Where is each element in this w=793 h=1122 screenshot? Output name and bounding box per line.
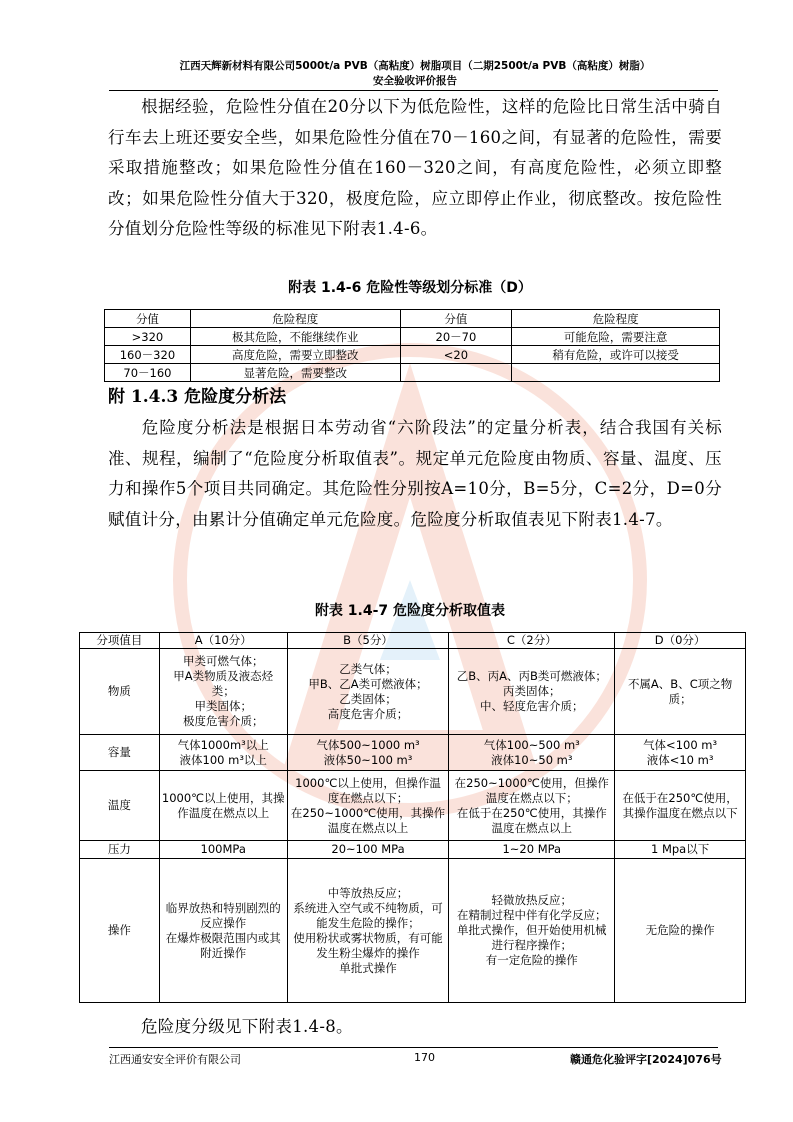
table-cell: >320 [105,328,191,346]
table-cell [449,735,615,771]
cell-line: 液体50~100 m³ [323,752,413,767]
column-header: A（10分） [159,633,287,649]
cell-line: 气体500~1000 m³ [316,737,420,752]
table-cell [615,859,746,1003]
cell-line: 单批式操作，但开始使用机械进行程序操作； [457,923,607,952]
table-row [80,859,746,1003]
table-row [80,649,746,735]
cell-line: 液体10~50 m³ [491,752,573,767]
hazard-analysis-table [79,632,746,1003]
header-subtitle: 安全验收评价报告 [373,75,457,87]
table-cell: 高度危险，需要立即整改 [190,346,400,364]
cell-line: 100MPa [200,842,246,856]
table-row [105,364,720,382]
column-header: 危险程度 [190,310,400,328]
cell-line: 在精制过程中伴有化学反应； [457,908,607,922]
header-title: 江西天辉新材料有限公司5000t/a PVB（高粘度）树脂项目（二期2500t/a PVB（高粘度）树脂） [179,60,651,72]
column-header: C（2分） [449,633,615,649]
table-cell [512,364,720,382]
row-label: 压力 [80,841,160,859]
table-cell [615,649,746,735]
table-cell [159,859,287,1003]
table-cell [287,859,449,1003]
table-1-4-6-caption: 附表 1.4-6 危险性等级划分标准（D） [288,280,532,296]
table-header-row [105,310,720,328]
table-cell: 70－160 [105,364,191,382]
table-cell: 160－320 [105,346,191,364]
table-row [105,328,720,346]
cell-line: 甲类固体； [194,699,252,713]
table-cell [615,771,746,841]
row-label: 操作 [80,859,160,1003]
header-divider [109,90,718,91]
row-label: 温度 [80,771,160,841]
cell-line: 1 Mpa以下 [650,842,710,856]
table-cell [287,771,449,841]
table-cell [159,735,287,771]
table-1-4-7-caption: 附表 1.4-7 危险度分析取值表 [314,603,506,619]
cell-line: 有一定危险的操作 [485,953,578,967]
paragraph-text: 根据经验，危险性分值在20分以下为低危险性，这样的危险比日常生活中骑自行车去上班还要安全些，如果危险性分值在70－160之间，有显著的危险性，需要采取措施整改；如果危险性分值在160－320之间，有高度危险性，必须立即整改；如果危险性分值大于320，极度危险，应立即停止作业，彻底整改。按危险性分值划分危险性等级的标准见下附表1.4-6。 [108,97,722,239]
table-cell [449,771,615,841]
table-cell [287,841,449,859]
cell-line: 不属A、B、C项之物质； [627,676,733,706]
column-header: 分值 [105,310,191,328]
table-cell [615,735,746,771]
cell-line: 在250~1000℃使用，其操作温度在燃点以上 [290,805,446,835]
table-cell [159,649,287,735]
cell-line: 单批式操作 [339,960,397,975]
table-cell: 显著危险，需要整改 [190,364,400,382]
cell-line: 甲类可燃气体； [182,654,264,668]
cell-line: 1000℃以上使用，其操作温度在燃点以上 [161,790,285,820]
cell-line: 无危险的操作 [645,923,715,937]
cell-line: 甲A类物质及液态烃类； [173,669,274,698]
column-header: D（0分） [615,633,746,649]
paragraph-text: 危险度分级见下附表1.4-8。 [141,1017,353,1036]
paragraph-risk-levels [108,92,722,245]
paragraph-next-table [108,1012,722,1043]
cell-line: 在低于在250℃使用，其操作温度在燃点以上 [456,805,607,835]
cell-line: 20~100 MPa [331,842,405,856]
footer-divider [109,1047,718,1048]
paragraph-text: 危险度分析法是根据日本劳动省“六阶段法”的定量分析表，结合我国有关标准、规程，编制了“危险度分析取值表”。规定单元危险度由物质、容量、温度、压力和操作5个项目共同确定。其危险性分别按A=10分，B=5分，C=2分，D=0分赋值计分，由累计分值确定单元危险度。危险度分析取值表见下附表1.4-7。 [108,418,722,529]
cell-line: 气体<100 m³ [643,737,718,752]
column-header: 危险程度 [512,310,720,328]
table-cell [159,771,287,841]
column-header: 分项值目 [80,633,160,649]
column-header: B（5分） [287,633,449,649]
cell-line: 气体100~500 m³ [483,737,580,752]
cell-line: 在低于在250℃使用，其操作温度在燃点以下 [622,790,738,820]
cell-line: 甲B、乙A类可燃液体； [308,676,428,691]
cell-line: 使用粉状或雾状物质，有可能发生粉尘爆炸的操作 [293,930,443,960]
table-cell: <20 [400,346,512,364]
table-header-row [80,633,746,649]
column-header: 分值 [400,310,512,328]
cell-line: 在250~1000℃使用，但操作温度在燃点以下； [454,775,609,805]
cell-line: 轻微放热反应； [491,893,573,907]
table-cell [287,649,449,735]
footer-doc-number: 赣通危化验评字[2024]076号 [570,1053,722,1066]
cell-line: 乙类固体； [339,691,397,706]
cell-line: 在爆炸极限范围内或其附近操作 [165,930,281,960]
table-cell: 稍有危险，或许可以接受 [512,346,720,364]
cell-line: 1000℃以上使用，但操作温度在燃点以下； [295,775,441,805]
page-header [110,59,720,89]
risk-grade-table [104,309,720,382]
table-cell [449,859,615,1003]
table-cell: 20－70 [400,328,512,346]
cell-line: 液体100 m³以上 [179,752,267,767]
table-cell [449,649,615,735]
cell-line: 中、轻度危害介质； [480,699,584,713]
footer-page-number: 170 [414,1051,435,1064]
table-row [80,771,746,841]
cell-line: 高度危害介质； [327,706,409,721]
cell-line: 系统进入空气或不纯物质，可能发生危险的操作； [293,900,443,930]
row-label: 容量 [80,735,160,771]
cell-line: 临界放热和特别剧烈的反应操作 [165,900,281,930]
cell-line: 乙B、丙A、丙B类可燃液体； [456,669,607,683]
row-label: 物质 [80,649,160,735]
table-cell [449,841,615,859]
footer-company: 江西通安安全评价有限公司 [109,1053,241,1066]
cell-line: 1~20 MPa [502,842,562,856]
table-cell: 极其危险，不能继续作业 [190,328,400,346]
table-cell [159,841,287,859]
table-cell [615,841,746,859]
table-cell [287,735,449,771]
section-heading: 附 1.4.3 危险度分析法 [108,387,287,407]
table-cell [400,364,512,382]
table-row [80,841,746,859]
cell-line: 极度危害介质； [182,714,264,728]
paragraph-method [108,413,722,535]
cell-line: 中等放热反应； [327,885,409,900]
cell-line: 液体<10 m³ [646,752,714,767]
table-row [105,346,720,364]
cell-line: 气体1000m³以上 [177,737,269,752]
cell-line: 丙类固体； [503,684,561,698]
table-row [80,735,746,771]
cell-line: 乙类气体； [339,661,397,676]
table-cell: 可能危险，需要注意 [512,328,720,346]
